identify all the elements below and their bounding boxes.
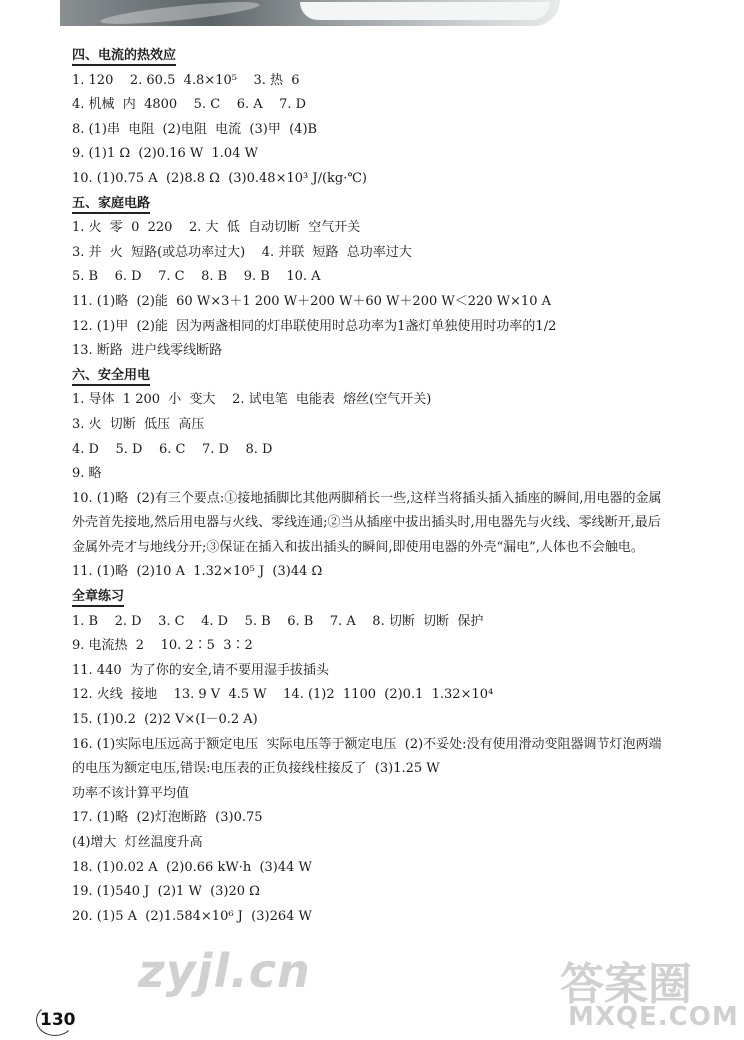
section-heading-text: 四、电流的热效应 [72, 48, 176, 66]
answer-line: 8. (1)串 电阻 (2)电阻 电流 (3)甲 (4)B [72, 121, 318, 137]
watermark-url: MXQE.COM [568, 1002, 739, 1032]
answer-line: 的电压为额定电压,错误:电压表的正负接线柱接反了 (3)1.25 W [72, 761, 440, 777]
answer-line: 12. (1)甲 (2)能 因为两盏相同的灯串联使用时总功率为1盏灯单独使用时功率的1/2 [72, 318, 557, 334]
answer-line: 10. (1)略 (2)有三个要点:①接地插脚比其他两脚稍长一些,这样当将插头插入插座的瞬间,用电器的金属 [72, 490, 662, 506]
answer-line: 20. (1)5 A (2)1.584×10⁶ J (3)264 W [72, 908, 312, 924]
answer-line: 3. 火 切断 低压 高压 [72, 416, 205, 432]
answer-line: 9. 电流热 2 10. 2∶5 3∶2 [72, 638, 253, 654]
answer-line: 4. D 5. D 6. C 7. D 8. D [72, 441, 273, 457]
answer-line: 19. (1)540 J (2)1 W (3)20 Ω [72, 884, 260, 900]
answer-line: 15. (1)0.2 (2)2 V×(I－0.2 A) [72, 712, 258, 728]
answer-content [72, 44, 722, 929]
section-heading [72, 44, 722, 69]
header-banner-image [60, 0, 560, 26]
section-heading-text: 全章练习 [72, 589, 124, 607]
section-heading [72, 585, 722, 610]
answer-line: 16. (1)实际电压远高于额定电压 实际电压等于额定电压 (2)不妥处:没有使用滑动变阻器调节灯泡两端 [72, 736, 662, 752]
section-heading-text: 六、安全用电 [72, 368, 150, 386]
answer-line: 13. 断路 进户线零线断路 [72, 343, 223, 359]
answer-line: 10. (1)0.75 A (2)8.8 Ω (3)0.48×10³ J/(kg·℃) [72, 170, 367, 186]
answer-line: 5. B 6. D 7. C 8. B 9. B 10. A [72, 269, 321, 285]
answer-line: 4. 机械 内 4800 5. C 6. A 7. D [72, 97, 307, 113]
answer-line: 1. B 2. D 3. C 4. D 5. B 6. B 7. A 8. 切断 切断 保护 [72, 613, 484, 629]
answer-line: 17. (1)略 (2)灯泡断路 (3)0.75 [72, 810, 263, 826]
watermark-daanquan: 答案圈 [560, 959, 692, 1010]
answer-line: 金属外壳才与地线分开;③保证在插入和拔出插头的瞬间,即使用电器的外壳“漏电”,人体也不会触电。 [72, 539, 644, 555]
answer-line: 11. (1)略 (2)能 60 W×3＋1 200 W＋200 W＋60 W＋200 W＜220 W×10 A [72, 293, 551, 309]
answer-line: 18. (1)0.02 A (2)0.66 kW·h (3)44 W [72, 859, 312, 875]
answer-line: 1. 火 零 0 220 2. 大 低 自动切断 空气开关 [72, 220, 361, 236]
answer-line: 1. 120 2. 60.5 4.8×10⁵ 3. 热 6 [72, 72, 300, 88]
page-number: 130 [40, 1010, 76, 1030]
answer-line: 3. 并 火 短路(或总功率过大) 4. 并联 短路 总功率过大 [72, 244, 412, 260]
answer-line: (4)增大 灯丝温度升高 [72, 835, 203, 850]
watermark-zyjl: zyjl.cn [138, 944, 311, 998]
answer-line: 11. (1)略 (2)10 A 1.32×10⁵ J (3)44 Ω [72, 564, 323, 580]
answer-line: 9. (1)1 Ω (2)0.16 W 1.04 W [72, 146, 258, 162]
section-heading [72, 192, 722, 217]
answer-line: 11. 440 为了你的安全,请不要用湿手拔插头 [72, 662, 330, 678]
answer-line: 1. 导体 1 200 小 变大 2. 试电笔 电能表 熔丝(空气开关) [72, 392, 432, 408]
section-heading [72, 364, 722, 389]
section-heading-text: 五、家庭电路 [72, 196, 150, 214]
answer-line: 功率不该计算平均值 [72, 785, 190, 801]
answer-line: 9. 略 [72, 466, 102, 482]
answer-line: 12. 火线 接地 13. 9 V 4.5 W 14. (1)2 1100 (2)0.1 1.32×10⁴ [72, 687, 494, 703]
answer-line: 外壳首先接地,然后用电器与火线、零线连通;②当从插座中拔出插头时,用电器先与火线、零线断开,最后 [72, 515, 661, 531]
